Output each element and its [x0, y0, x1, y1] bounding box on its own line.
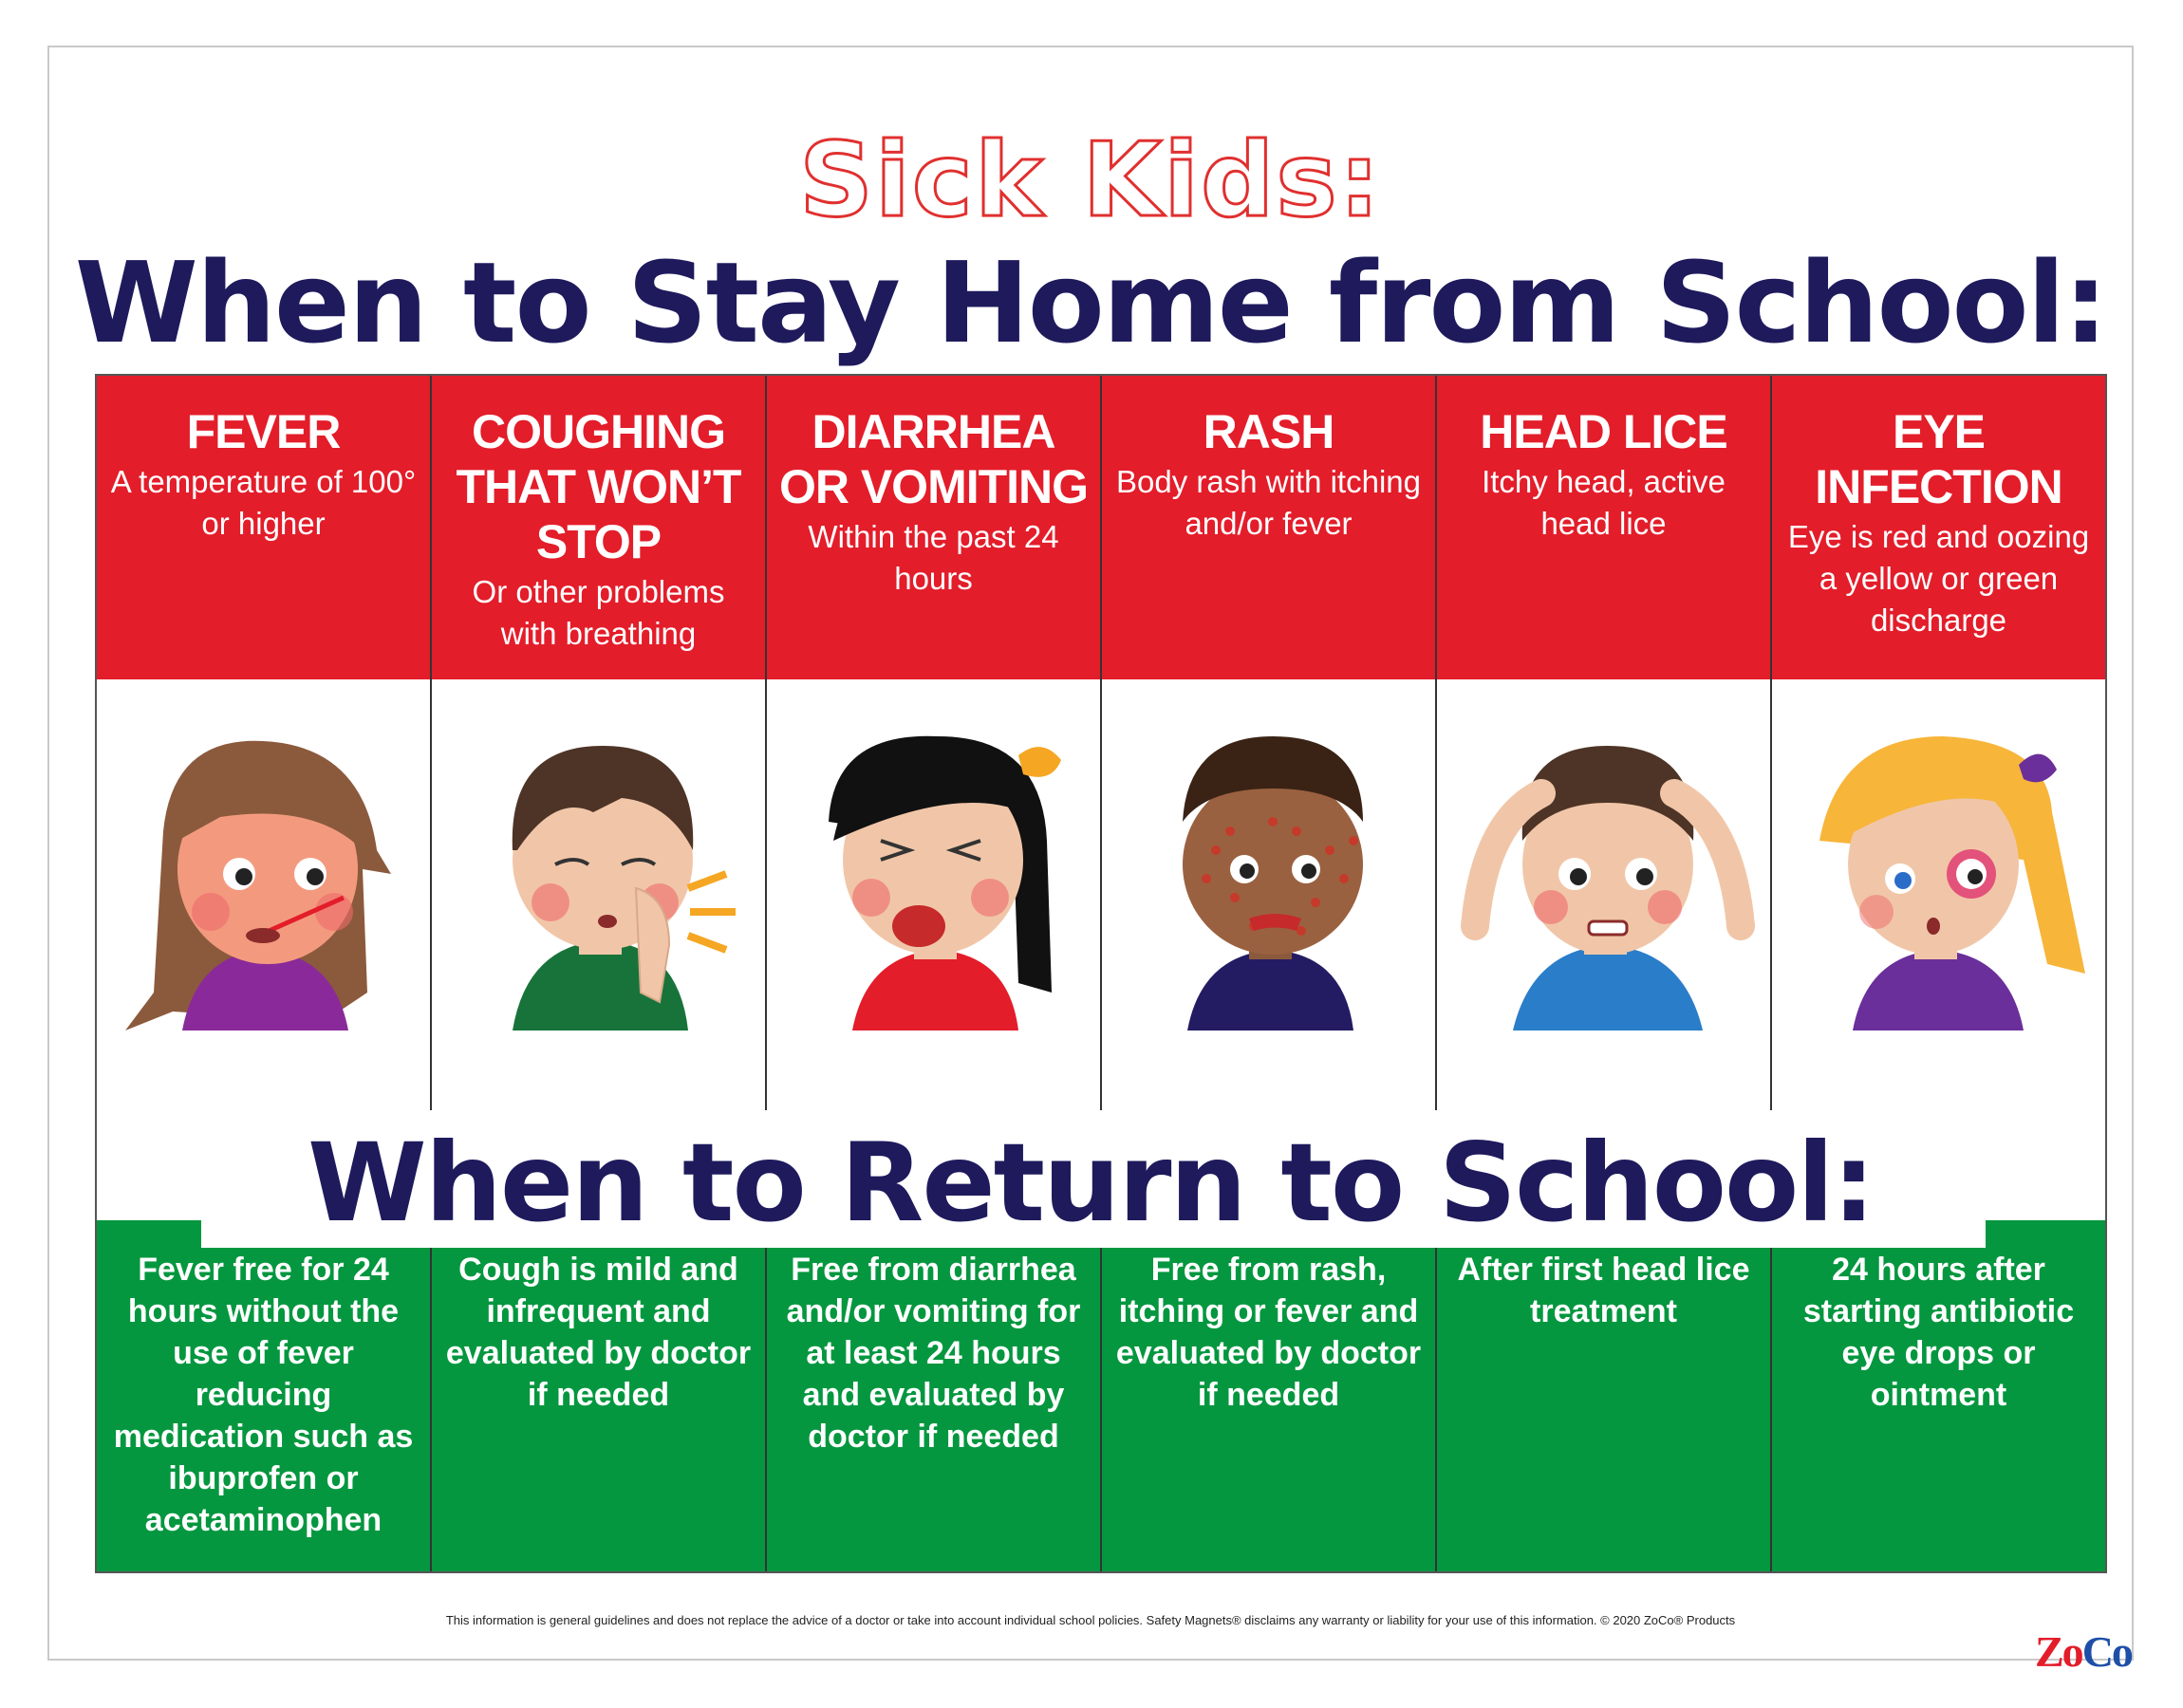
condition-diarrhea — [767, 376, 1102, 679]
condition-title: EYE INFECTION — [1815, 405, 2062, 513]
head-lice-kid-icon — [1446, 708, 1760, 1030]
condition-description: Within the past 24 hours — [808, 519, 1059, 596]
poster-title: When to Stay Home from School: — [74, 237, 2107, 368]
condition-title: COUGHING THAT WON’T STOP — [456, 405, 741, 568]
return-head-lice — [1437, 1220, 1772, 1571]
logo-part-zo: Zo — [2035, 1627, 2082, 1676]
condition-fever — [97, 376, 432, 679]
coughing-kid-icon — [441, 708, 755, 1030]
rash-kid-icon — [1111, 708, 1425, 1030]
return-band — [97, 1220, 2105, 1571]
fever-kid-icon — [106, 708, 420, 1030]
poster-subtitle: Sick Kids: — [799, 121, 1382, 240]
eye-infection-kid-icon — [1782, 708, 2095, 1030]
condition-description: Or other problems with breathing — [472, 574, 725, 651]
condition-title: RASH — [1203, 405, 1334, 458]
conditions-band — [97, 376, 2105, 679]
return-text: Free from rash, itching or fever and evaluated by doctor if needed — [1115, 1252, 1422, 1413]
condition-title: FEVER — [186, 405, 341, 458]
zoco-logo — [2035, 1626, 2132, 1677]
return-rash — [1102, 1220, 1437, 1571]
return-fever — [97, 1220, 432, 1571]
disclaimer: This information is general guidelines and does not replace the advice of a doctor or take into account individual school policies. Safety Magnets® disclaims any warranty or liability for your use of this information. © 2020 ZoCo® Products — [445, 1613, 1736, 1627]
return-title: When to Return to School: — [307, 1120, 1875, 1246]
return-coughing — [432, 1220, 767, 1571]
poster — [47, 46, 2134, 1676]
vomiting-kid-icon — [776, 708, 1090, 1030]
condition-title: HEAD LICE — [1480, 405, 1727, 458]
condition-coughing — [432, 376, 767, 679]
condition-eye-infection — [1772, 376, 2105, 679]
return-text: After first head lice treatment — [1457, 1252, 1750, 1329]
info-grid — [95, 374, 2107, 1573]
condition-title: DIARRHEA OR VOMITING — [778, 405, 1089, 513]
condition-head-lice — [1437, 376, 1772, 679]
logo-part-co: Co — [2081, 1627, 2132, 1676]
condition-description: Itchy head, active head lice — [1482, 464, 1726, 541]
return-diarrhea — [767, 1220, 1102, 1571]
return-text: Fever free for 24 hours without the use of fever reducing medication such as ibuprofen or acetaminophen — [113, 1252, 414, 1538]
return-text: Cough is mild and infrequent and evaluated by doctor if needed — [445, 1252, 752, 1413]
condition-description: Body rash with itching and/or fever — [1116, 464, 1421, 541]
condition-description: A temperature of 100° or higher — [110, 464, 417, 541]
condition-rash — [1102, 376, 1437, 679]
return-text: Free from diarrhea and/or vomiting for at least 24 hours and evaluated by doctor if needed — [786, 1252, 1081, 1455]
condition-description: Eye is red and oozing a yellow or green discharge — [1787, 519, 2090, 638]
return-eye-infection — [1772, 1220, 2105, 1571]
return-text: 24 hours after starting antibiotic eye drops or ointment — [1802, 1252, 2075, 1413]
